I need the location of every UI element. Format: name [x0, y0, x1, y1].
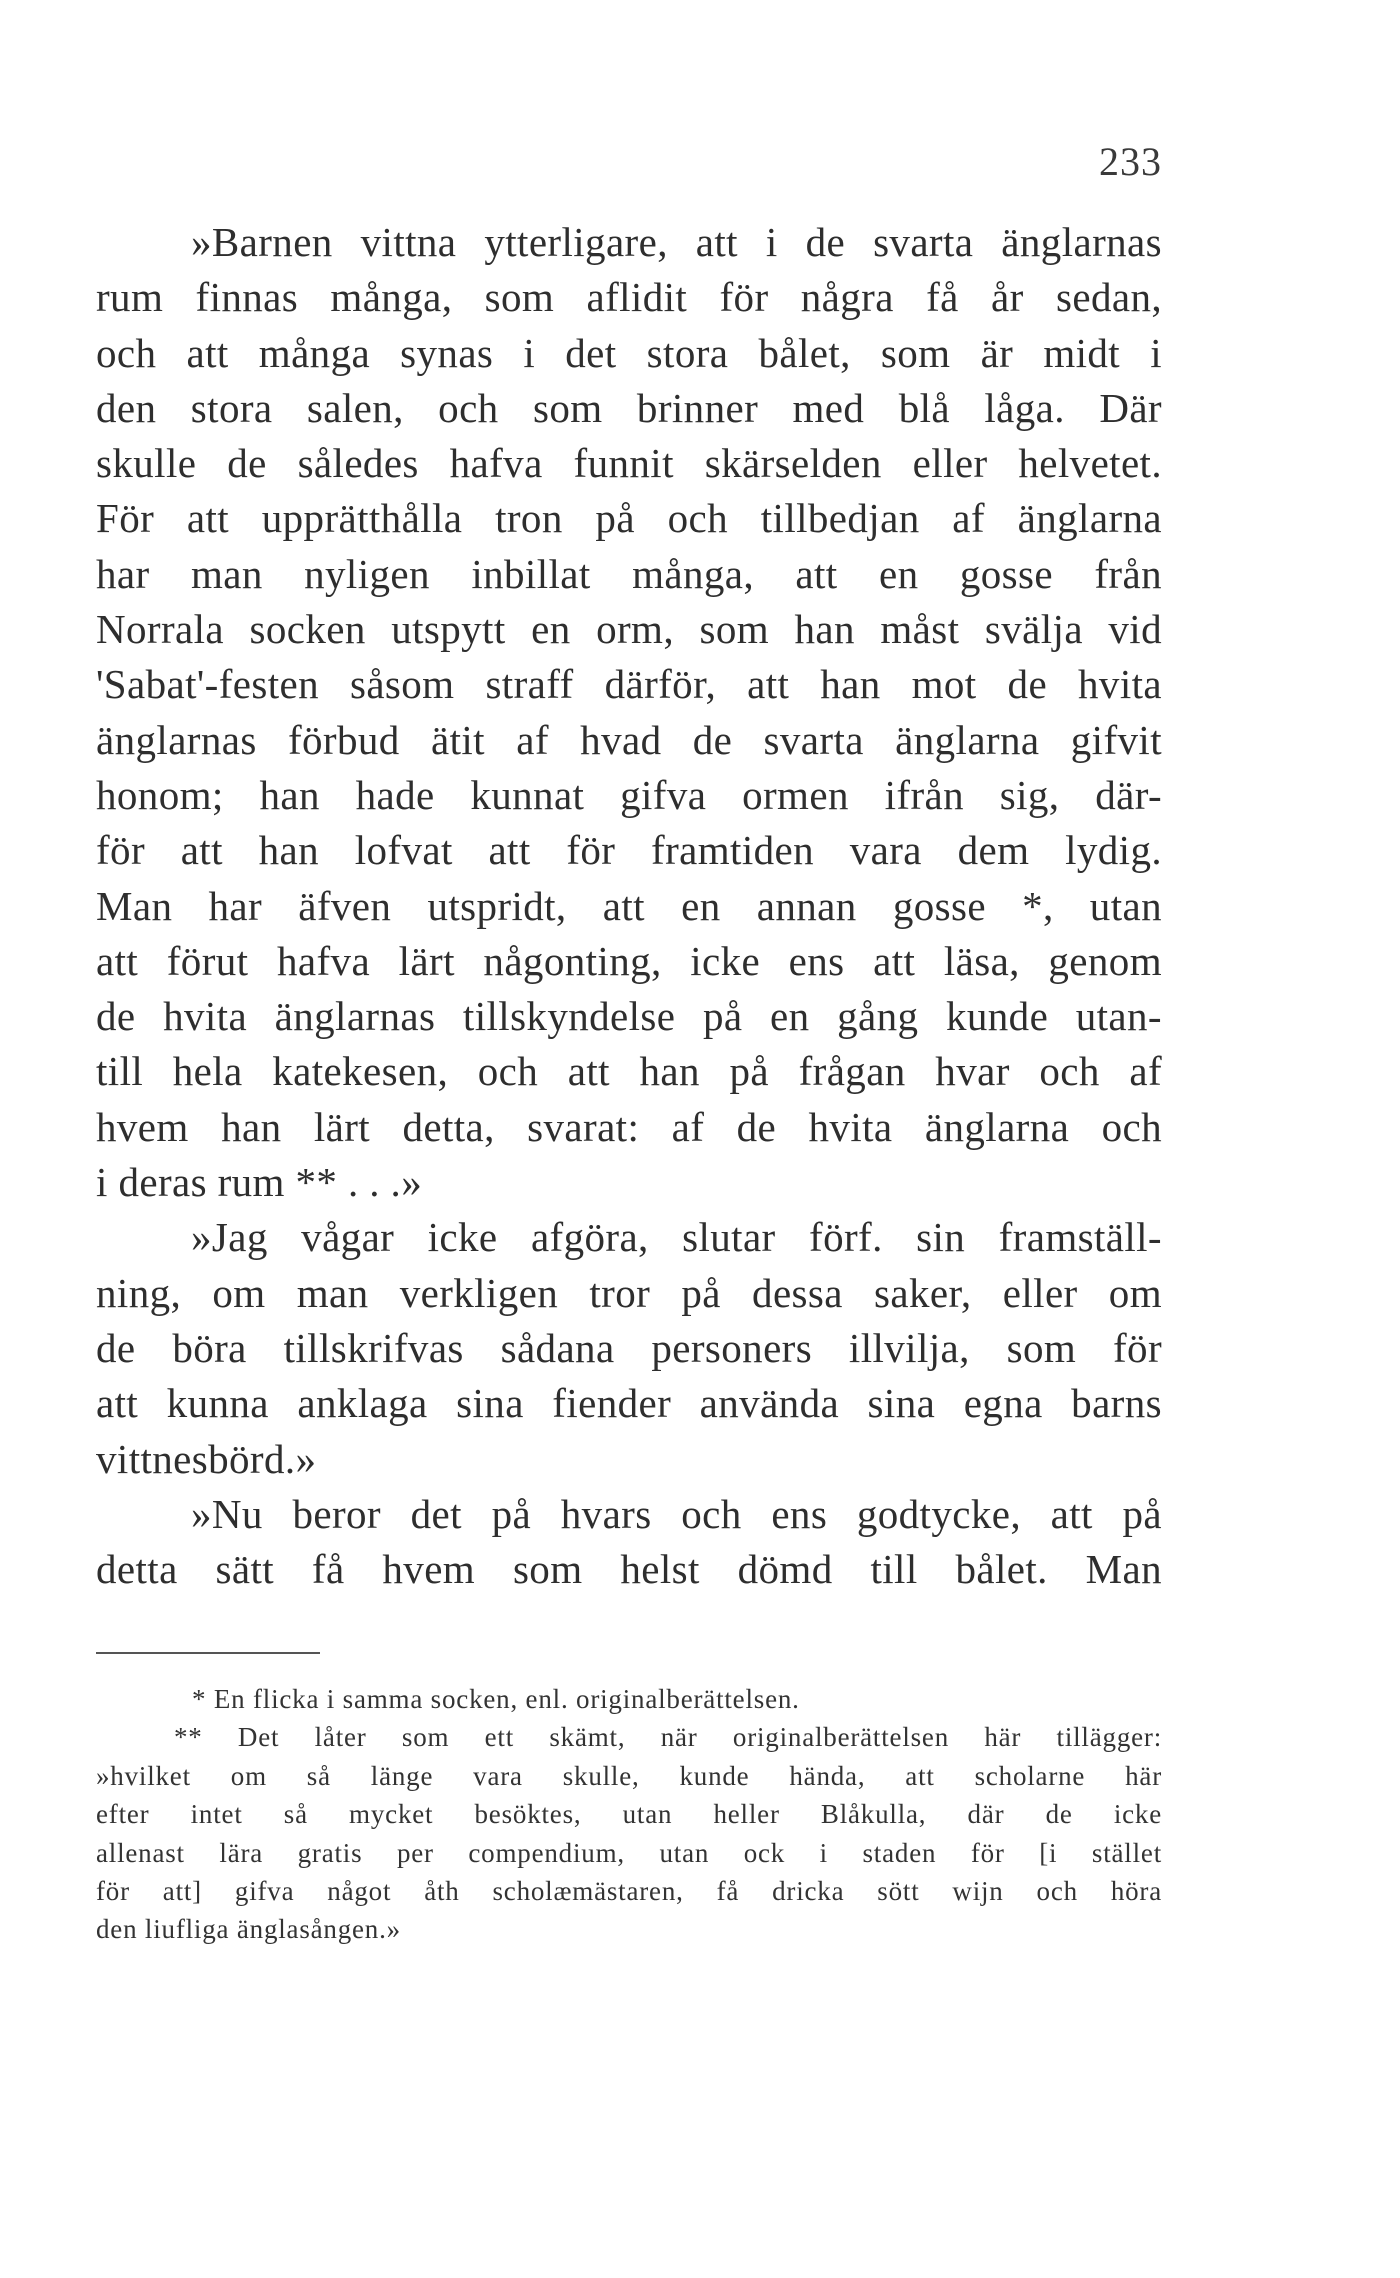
footnote-line: ** Det låter som ett skämt, när originalberättelsen här tillägger:: [174, 1722, 1162, 1753]
text-line: till hela katekesen, och att han på frågan hvar och af: [96, 1048, 1162, 1095]
footnote-line: allenast lära gratis per compendium, utan ock i staden för [i stället: [96, 1837, 1162, 1868]
text-line: Man har äfven utspridt, att en annan gosse *, utan: [96, 882, 1162, 929]
text-line: att kunna anklaga sina fiender använda sina egna barns: [96, 1380, 1162, 1427]
footnotes: [96, 1680, 1162, 1949]
main-text: [96, 215, 1162, 1597]
text-line: ning, om man verkligen tror på dessa saker, eller om: [96, 1269, 1162, 1316]
text-line: för att han lofvat att för framtiden vara dem lydig.: [96, 827, 1162, 874]
footnote-line: för att] gifva något åth scholæmästaren, få dricka sött wijn och höra: [96, 1875, 1162, 1906]
text-line: och att många synas i det stora bålet, som är midt i: [96, 329, 1162, 376]
text-line: »Barnen vittna ytterligare, att i de svarta änglarnas: [191, 219, 1162, 265]
text-line: Norrala socken utspytt en orm, som han måst svälja vid: [96, 606, 1162, 653]
text-line: de hvita änglarnas tillskyndelse på en gång kunde utan-: [96, 993, 1162, 1040]
page-number: 233: [1099, 139, 1162, 184]
footnote-line: den liufliga änglasången.»: [96, 1914, 401, 1945]
text-line: skulle de således hafva funnit skärselden eller helvetet.: [96, 440, 1162, 487]
footnote-divider: [96, 1652, 320, 1654]
footnote-line: efter intet så mycket besöktes, utan heller Blåkulla, där de icke: [96, 1799, 1162, 1830]
text-line: honom; han hade kunnat gifva ormen ifrån sig, där-: [96, 771, 1162, 818]
text-line: hvem han lärt detta, svarat: af de hvita änglarna och: [96, 1103, 1162, 1150]
text-line: den stora salen, och som brinner med blå låga. Där: [96, 384, 1162, 431]
text-line: 'Sabat'-festen såsom straff därför, att han mot de hvita: [96, 661, 1162, 708]
text-line: detta sätt få hvem som helst dömd till bålet. Man: [96, 1546, 1162, 1593]
text-line: har man nyligen inbillat många, att en gosse från: [96, 550, 1162, 597]
text-line: För att upprätthålla tron på och tillbedjan af änglarna: [96, 495, 1162, 542]
footnote-line: »hvilket om så länge vara skulle, kunde hända, att scholarne här: [96, 1760, 1162, 1791]
text-line: att förut hafva lärt någonting, icke ens att läsa, genom: [96, 937, 1162, 984]
text-line: de böra tillskrifvas sådana personers illvilja, som för: [96, 1324, 1162, 1371]
text-line: rum finnas många, som aflidit för några få år sedan,: [96, 274, 1162, 321]
text-line: »Jag vågar icke afgöra, slutar förf. sin framställ-: [191, 1214, 1162, 1261]
text-line: i deras rum ** . . .»: [96, 1159, 423, 1206]
text-line: änglarnas förbud ätit af hvad de svarta änglarna gifvit: [96, 716, 1162, 763]
footnote-line: * En flicka i samma socken, enl. originalberättelsen.: [192, 1684, 800, 1714]
text-line: »Nu beror det på hvars och ens godtycke, att på: [191, 1490, 1162, 1537]
text-line: vittnesbörd.»: [96, 1435, 317, 1482]
